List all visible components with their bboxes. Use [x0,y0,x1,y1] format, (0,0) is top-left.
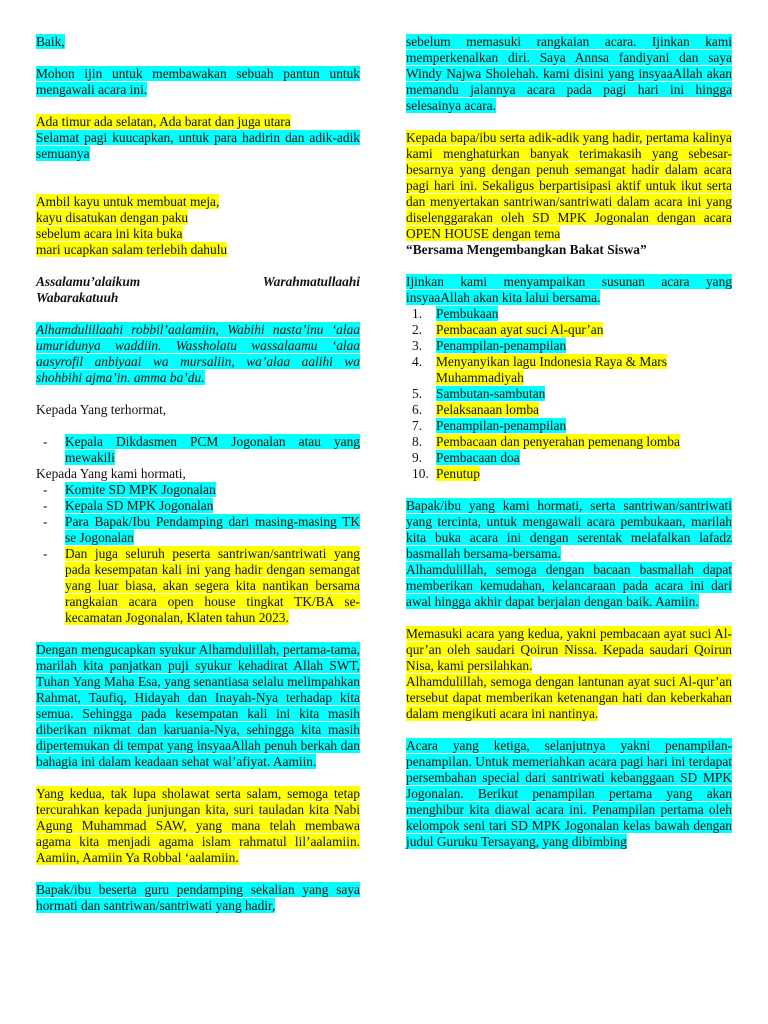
basmalah-paragraph: Bapak/ibu yang kami hormati, serta santriwan/santriwati yang tercinta, untuk mengawali acara pembukaan, marilah kita buka acara ini dengan serentak melafalkan lafadz basmallah bersama-bersama. [406,498,732,561]
quran-result-paragraph: Alhamdulillah, semoga dengan lantunan ayat suci Al-qur’an tersebut dapat memberikan ketenangan hati dan keberkahan dalam mengikuti acara ini nantinya. [406,674,732,721]
syukur-paragraph: Dengan mengucapkan syukur Alhamdulillah, pertama-tama, marilah kita panjatkan puji syukur kehadirat Allah SWT, Tuhan Yang Maha Esa, yang senantiasa selalu melimpahkan Rahmat, Taufiq, Hidayah dan Inayah-Nya terhadap kita semua. Sehingga pada kesempatan kali ini kita masih diberikan nikmat dan karuania-Nya, sehingga kita masih dipertemukan di tempat yang insyaaAllah penuh berkah dan bahagia ini dalam keadaan sehat wal’afiyat. Aamiin. [36,642,360,769]
agenda-item: 3. Penampilan-penampilan [412,338,567,353]
hormat-heading: Kepada Yang terhormat, [36,402,167,417]
bapak-paragraph: Bapak/ibu beserta guru pendamping sekalian yang saya hormati dan santriwan/santriwati yang hadir, [36,882,360,913]
pantun-1: Ada timur ada selatan, Ada barat dan juga utara Selamat pagi kuucapkan, untuk para hadirin dan adik-adik semuanya [36,114,360,161]
agenda-item: 1. Pembukaan [412,306,499,321]
hormat-list [36,434,360,466]
left-column [36,34,360,914]
pantun-2: Ambil kayu untuk membuat meja, kayu disatukan dengan paku sebelum acara ini kita buka mari ucapkan salam terlebih dahulu [36,194,228,257]
agenda-item: 7. Penampilan-penampilan [412,418,567,433]
list-item: - Komite SD MPK Jogonalan [36,482,360,498]
agenda-list [406,306,732,482]
agenda-item: 5. Sambutan-sambutan [412,386,546,401]
agenda-item: 4. Menyanyikan lagu Indonesia Raya & Mars Muhammadiyah [412,354,667,385]
agenda-item: 2. Pembacaan ayat suci Al-qur’an [412,322,604,337]
event-theme: “Bersama Mengembangkan Bakat Siswa” [406,242,647,257]
intro-names-paragraph: sebelum memasuki rangkaian acara. Ijinkan kami memperkenalkan diri. Saya Annsa fandiyani dan saya Windy Najwa Sholehah. kami disini yang insyaaAllah akan memandu jalannya acara pada pagi hari ini hingga selesainya acara. [406,34,732,113]
agenda-item: 8. Pembacaan dan penyerahan pemenang lomba [412,434,680,449]
salam-greeting-end: Wabarakatuuh [36,290,119,305]
kami-list [36,482,360,626]
basmalah-result-paragraph: Alhamdulillah, semoga dengan bacaan basmallah dapat memberikan kemudahan, kelancaraan pada acara ini dari awal hingga akhir dapat berjalan dengan baik. Aamiin. [406,562,732,609]
list-item: - Kepala SD MPK Jogonalan [36,498,360,514]
agenda-item: 9. Pembacaan doa [412,450,520,465]
greeting: Baik, [36,34,65,49]
kami-heading: Kepada Yang kami hormati, [36,466,186,481]
sholawat-paragraph: Yang kedua, tak lupa sholawat serta salam, semoga tetap tercurahkan kepada junjungan kita, suri tauladan kita Nabi Agung Muhammad SAW, yang mana telah membawa agama kita menjadi agama islam rahmatul lil’aalamiin. Aamiin, Aamiin Ya Robbal ‘aalamiin. [36,786,360,865]
performance-paragraph: Acara yang ketiga, selanjutnya yakni penampilan-penampilan. Untuk memeriahkan acara pagi hari ini terdapat persembahan special dari santriwati kebanggaan SD MPK Jogonalan. Berikut penampilan pertama yang akan menghibur kita diawal acara ini. Penampilan pertama oleh kelompok seni tari SD MPK Jogonalan kelas bawah dengan judul Guruku Tersayang, yang dibimbing [406,738,732,849]
agenda-item: 10. Penutup [412,466,480,481]
list-item: - Para Bapak/Ibu Pendamping dari masing-masing TK se Jogonalan [36,514,360,546]
intro-paragraph: Mohon ijin untuk membawakan sebuah pantun untuk mengawali acara ini. [36,66,360,97]
salam-greeting: Assalamu’alaikum Warahmatullaahi [36,274,360,289]
quran-paragraph: Memasuki acara yang kedua, yakni pembacaan ayat suci Al-qur’an oleh saudari Qoirun Nissa. Kepada saudari Qoirun Nisa, kami persilahkan. [406,626,732,673]
list-item: - Dan juga seluruh peserta santriwan/santriwati yang pada kesempatan kali ini yang hadir dengan semangat yang luar biasa, akan segera kita nantikan bersama rangkaian acara open house tingkat TK/BA se-kecamatan Jogonalan, Klaten tahun 2023. [36,546,360,626]
bapak-ibu-paragraph: Kepada bapa/ibu serta adik-adik yang hadir, pertama kalinya kami menghaturkan banyak terimakasih yang sebesar-besarnya yang dengan penuh semangat hadir dalam acara pagi hari ini. Sekaligus berpartisipasi aktif untuk ikut serta dan menyertakan santriwan/santriwati dalam acara ini yang diselenggarakan oleh SD MPK Jogonalan dengan acara OPEN HOUSE dengan tema [406,130,732,241]
agenda-item: 6. Pelaksanaan lomba [412,402,539,417]
list-item: - Kepala Dikdasmen PCM Jogonalan atau yang mewakili [36,434,360,466]
agenda-intro: Ijinkan kami menyampaikan susunan acara yang insyaaAllah akan kita lalui bersama. [406,274,732,305]
right-column [406,34,732,850]
hamdalah-paragraph: Alhamdulillaahi robbil’aalamiin, Wabihi nasta’inu ‘alaa umuridunya waddiin. Wassholatu wassalaamu ‘alaa aasyrofil anbiyaai wa mursaliin, wa’alaa aalihi wa shohbihi ajma’in. amma ba’du. [36,322,360,385]
